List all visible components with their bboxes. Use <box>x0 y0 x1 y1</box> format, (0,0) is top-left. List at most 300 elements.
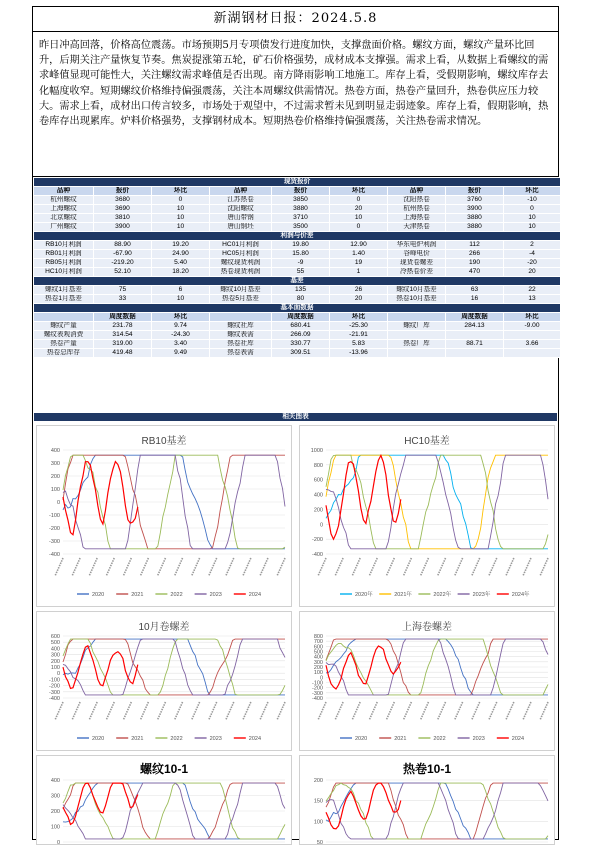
table-cell: 品种 <box>210 187 272 196</box>
table-cell: 3880 <box>272 205 330 214</box>
y-tick-label: 200 <box>313 778 323 784</box>
table-cell: 314.54 <box>94 331 152 340</box>
chart-svg <box>300 426 554 606</box>
report-page <box>32 6 559 844</box>
table-cell: RB10月利润 <box>34 241 94 250</box>
legend-label: 2023 <box>209 592 222 598</box>
x-tick-label <box>352 702 360 720</box>
y-tick-label: 300 <box>50 793 60 800</box>
section-title: 利润与价差 <box>34 232 561 241</box>
table-cell: -10 <box>504 196 561 205</box>
table-cell: 20 <box>330 295 388 304</box>
x-tick-label <box>106 558 114 576</box>
x-tick-label <box>55 702 63 720</box>
x-tick-label <box>335 702 343 720</box>
table-row <box>34 268 561 277</box>
table-cell: -219.20 <box>94 259 152 268</box>
table-cell: 330.77 <box>272 340 330 349</box>
x-tick-label <box>438 558 446 576</box>
table-cell: 螺纹1月基差 <box>34 286 94 295</box>
table-cell: 75 <box>94 286 152 295</box>
x-tick-label <box>89 702 97 720</box>
y-tick-label: 700 <box>313 639 323 646</box>
table-cell: 品种 <box>388 187 446 196</box>
y-tick-label: 300 <box>313 659 323 666</box>
table-cell: 15.80 <box>272 250 330 259</box>
market-summary: 昨日冲高回落，价格高位震荡。市场预期5月专项债发行进度加快，支撑盘面价格。螺纹方面，螺纹产量环比回升，后期关注产量恢复节奏。焦炭提涨第五轮，矿石价格强势，成材成本支撑强。需求上看，从数据上看螺纹的需求峰值显现可能性大，关注螺纹需求峰值是否出现。南方降雨影响工地施工。库存上看，受假期影响，螺纹库存去化幅度收窄。短期螺纹价格维持偏强震荡，关注本周螺纹供需情况。热卷方面，热卷产量回升，热卷供应压力较大。需求上看，成材出口传言较多，市场处于观望中，不过需求暂未见到明显走弱迹象。库存上看，假期影响，热卷库存出现累库。炉料价格强势，支撑钢材成本。短期热卷价格维持偏强震荡，关注热卷需求情况。 <box>33 32 558 177</box>
report-title: 新湖钢材日报：2024.5.8 <box>33 7 558 32</box>
legend-label: 2020 <box>355 736 368 742</box>
x-tick-label <box>523 558 531 576</box>
y-tick-label: -300 <box>48 539 60 545</box>
table-row <box>34 214 561 223</box>
table-cell: 热卷10月基差 <box>388 295 446 304</box>
table-cell: 唐山带钢 <box>210 214 272 223</box>
table-cell: 热卷产量 <box>34 340 94 349</box>
y-tick-label: -100 <box>311 680 323 687</box>
y-tick-label: 400 <box>313 654 323 661</box>
y-tick-label: -200 <box>311 537 323 544</box>
table-cell: 环比 <box>504 313 561 322</box>
table-cell: 1.40 <box>330 250 388 259</box>
table-cell: 螺纹社库 <box>210 322 272 331</box>
legend-label: 2022年 <box>433 592 452 598</box>
table-cell: 周度数据 <box>272 313 330 322</box>
table-row <box>34 223 561 232</box>
chart-title: RB10基差 <box>141 436 187 447</box>
profit-section-header <box>34 232 561 241</box>
table-cell: 报价 <box>94 187 152 196</box>
table-cell: 广州螺纹 <box>34 223 94 232</box>
y-tick-label: 400 <box>50 778 60 784</box>
table-cell: 3710 <box>272 214 330 223</box>
legend-label: 2023 <box>209 736 222 742</box>
table-cell: 沈阳螺纹 <box>210 205 272 214</box>
table-cell: -4 <box>504 250 561 259</box>
y-tick-label: -200 <box>48 683 60 690</box>
x-tick-label <box>420 702 428 720</box>
table-cell <box>388 349 446 358</box>
x-tick-label <box>420 558 428 576</box>
table-cell: 环比 <box>330 187 388 196</box>
y-tick-label: 0 <box>56 500 60 506</box>
table-cell: 环比 <box>504 187 561 196</box>
table-cell: 3900 <box>446 205 504 214</box>
table-cell: 52.10 <box>94 268 152 277</box>
table-cell: 上海螺纹 <box>34 205 94 214</box>
table-cell: 135 <box>272 286 330 295</box>
x-tick-label <box>403 702 411 720</box>
table-cell: 螺纹表观消费 <box>34 331 94 340</box>
table-cell: 33 <box>94 295 152 304</box>
x-tick-label <box>386 702 394 720</box>
y-tick-label: 100 <box>50 487 60 493</box>
charts-section-header <box>34 413 558 422</box>
table-cell: 螺纹10月基差 <box>388 286 446 295</box>
y-tick-label: -400 <box>48 696 60 702</box>
x-tick-label <box>157 558 165 576</box>
table-cell: 周度数据 <box>94 313 152 322</box>
x-tick-label <box>489 558 497 576</box>
series-line <box>63 783 138 824</box>
table-cell: 热卷社库 <box>210 340 272 349</box>
table-cell: 报价 <box>272 187 330 196</box>
chart-title: HC10基差 <box>404 436 450 447</box>
table-cell: 品种 <box>34 187 94 196</box>
charts-section <box>33 412 558 422</box>
table-cell: 10 <box>504 223 561 232</box>
y-tick-label: 200 <box>50 809 60 815</box>
x-tick-label <box>386 558 394 576</box>
table-cell: -13.96 <box>330 349 388 358</box>
y-tick-label: 0 <box>319 522 323 529</box>
section-title: 现货报价 <box>34 178 561 187</box>
table-cell <box>504 349 561 358</box>
table-cell: 5.83 <box>330 340 388 349</box>
table-cell: 3500 <box>272 223 330 232</box>
x-tick-label <box>260 702 268 720</box>
table-cell: 19 <box>330 259 388 268</box>
table-cell: 80 <box>272 295 330 304</box>
table-row <box>34 349 561 358</box>
y-tick-label: -400 <box>48 552 60 558</box>
x-tick-label <box>123 702 131 720</box>
table-cell: 13 <box>504 295 561 304</box>
y-tick-label: 100 <box>50 665 60 671</box>
y-tick-label: 100 <box>50 824 60 831</box>
table-cell: 26 <box>330 286 388 295</box>
table-cell: 419.48 <box>94 349 152 358</box>
y-tick-label: 600 <box>50 634 60 640</box>
series-line <box>63 462 138 535</box>
y-tick-label: -200 <box>311 685 323 692</box>
table-cell: 0 <box>330 223 388 232</box>
fundamental-section-header <box>34 304 561 313</box>
table-cell: 3690 <box>94 205 152 214</box>
legend-label: 2021 <box>131 592 144 598</box>
chart-title: 上海卷螺差 <box>402 622 452 633</box>
chart-panel <box>36 755 292 845</box>
table-cell: 现货卷螺差 <box>388 259 446 268</box>
table-cell: 266 <box>446 250 504 259</box>
legend-label: 2022 <box>433 736 446 742</box>
y-tick-label: 150 <box>313 798 323 805</box>
x-tick-label <box>455 558 463 576</box>
x-tick-label <box>243 702 251 720</box>
table-row <box>34 340 561 349</box>
section-title: 相关图表 <box>34 413 558 422</box>
table-cell: 10 <box>152 295 210 304</box>
chart-svg <box>300 756 554 844</box>
y-tick-label: 100 <box>313 819 323 826</box>
x-tick-label <box>157 702 165 720</box>
table-cell: 3810 <box>94 214 152 223</box>
table-cell: 0 <box>152 196 210 205</box>
table-cell <box>388 313 446 322</box>
y-tick-label: 400 <box>50 448 60 454</box>
table-cell: -25.30 <box>330 322 388 331</box>
charts-section-table <box>33 412 558 422</box>
x-tick-label <box>540 702 548 720</box>
table-cell: 63 <box>446 286 504 295</box>
legend-label: 2023年 <box>472 592 491 598</box>
table-cell: 190 <box>446 259 504 268</box>
chart-panel <box>299 611 555 751</box>
table-cell: 6 <box>152 286 210 295</box>
y-tick-label: 600 <box>313 477 323 484</box>
x-tick-label <box>140 558 148 576</box>
table-cell: 19.80 <box>272 241 330 250</box>
chart-title: 热卷10-1 <box>402 762 452 776</box>
table-cell: 螺纹产量 <box>34 322 94 331</box>
table-cell: 沈阳热卷 <box>388 196 446 205</box>
table-cell: 309.51 <box>272 349 330 358</box>
x-tick-label <box>192 702 200 720</box>
table-cell: 3760 <box>446 196 504 205</box>
x-tick-label <box>369 702 377 720</box>
x-tick-label <box>175 558 183 576</box>
x-tick-label <box>72 558 80 576</box>
table-cell: 环比 <box>152 313 210 322</box>
table-cell <box>34 313 94 322</box>
spot-section-header <box>34 178 561 187</box>
x-tick-label <box>89 558 97 576</box>
table-cell: 10 <box>152 214 210 223</box>
table-cell: 10 <box>152 223 210 232</box>
table-row <box>34 250 561 259</box>
table-cell: 3900 <box>94 223 152 232</box>
table-cell: 20 <box>330 205 388 214</box>
table-cell: 9.49 <box>152 349 210 358</box>
x-tick-label <box>140 702 148 720</box>
table-cell: 螺纹表需 <box>210 331 272 340</box>
chart-panel <box>36 611 292 751</box>
table-cell: HC01月利润 <box>210 241 272 250</box>
table-cell: 266.09 <box>272 331 330 340</box>
table-cell: 22 <box>504 286 561 295</box>
x-tick-label <box>72 702 80 720</box>
data-table <box>33 177 561 358</box>
x-tick-label <box>209 702 217 720</box>
table-cell: 3.66 <box>504 340 561 349</box>
x-tick-label <box>455 702 463 720</box>
table-cell: 5.40 <box>152 259 210 268</box>
y-tick-label: 300 <box>50 461 60 467</box>
table-cell: 谷峰电价 <box>388 250 446 259</box>
table-cell: 热卷现货利润 <box>210 268 272 277</box>
table-cell: 环比 <box>152 187 210 196</box>
table-cell: 3880 <box>446 223 504 232</box>
table-row <box>34 205 561 214</box>
legend-label: 2022 <box>170 736 183 742</box>
x-tick-label <box>438 702 446 720</box>
legend-label: 2023 <box>472 736 485 742</box>
x-tick-label <box>277 702 285 720</box>
table-cell: 杭州螺纹 <box>34 196 94 205</box>
y-tick-label: 1000 <box>310 448 323 454</box>
table-cell <box>504 331 561 340</box>
table-cell: 0 <box>330 196 388 205</box>
x-tick-label <box>369 558 377 576</box>
table-cell: 冷热卷价差 <box>388 268 446 277</box>
chart-panel <box>36 425 292 607</box>
table-row <box>34 241 561 250</box>
table-cell: 24.90 <box>152 250 210 259</box>
table-cell: 热卷表需 <box>210 349 272 358</box>
legend-label: 2021 <box>131 736 144 742</box>
table-cell: HC10月利润 <box>34 268 94 277</box>
table-cell <box>210 313 272 322</box>
y-tick-label: 100 <box>313 670 323 677</box>
table-cell: -67.90 <box>94 250 152 259</box>
y-tick-label: 800 <box>313 462 323 469</box>
chart-svg <box>37 426 291 606</box>
table-cell: 231.78 <box>94 322 152 331</box>
y-tick-label: 200 <box>50 474 60 480</box>
table-cell: 江苏热卷 <box>210 196 272 205</box>
table-cell: 470 <box>446 268 504 277</box>
fundamental-column-headers <box>34 313 561 322</box>
x-tick-label <box>506 702 514 720</box>
x-tick-label <box>209 558 217 576</box>
table-row <box>34 295 561 304</box>
table-cell: 0 <box>504 205 561 214</box>
table-cell: 华东电炉利润 <box>388 241 446 250</box>
table-cell: 680.41 <box>272 322 330 331</box>
series-line <box>326 455 548 549</box>
table-cell: 284.13 <box>446 322 504 331</box>
table-cell: 10 <box>152 205 210 214</box>
y-tick-label: -100 <box>48 513 60 519</box>
x-tick-label <box>472 558 480 576</box>
y-tick-label: 500 <box>313 649 323 656</box>
y-tick-label: -200 <box>48 526 60 532</box>
table-row <box>34 259 561 268</box>
table-cell: -24.30 <box>152 331 210 340</box>
table-cell: 环比 <box>330 313 388 322</box>
table-cell: 88.71 <box>446 340 504 349</box>
table-cell: 319.00 <box>94 340 152 349</box>
table-cell: 天津热卷 <box>388 223 446 232</box>
x-tick-label <box>123 558 131 576</box>
x-tick-label <box>175 702 183 720</box>
table-cell: 螺纹厂库 <box>388 322 446 331</box>
table-row <box>34 286 561 295</box>
x-tick-label <box>243 558 251 576</box>
table-cell: -21.91 <box>330 331 388 340</box>
y-tick-label: -100 <box>48 677 60 684</box>
legend-label: 2021年 <box>394 592 412 598</box>
table-cell: -9 <box>272 259 330 268</box>
x-tick-label <box>226 558 234 576</box>
table-cell: HC05月利润 <box>210 250 272 259</box>
table-cell: RB01月利润 <box>34 250 94 259</box>
y-tick-label: -300 <box>48 689 60 696</box>
table-cell: 热卷5月基差 <box>210 295 272 304</box>
table-cell: 上海热卷 <box>388 214 446 223</box>
table-cell: 19.20 <box>152 241 210 250</box>
y-tick-label: 800 <box>313 634 323 640</box>
data-table-body <box>34 178 561 358</box>
y-tick-label: 200 <box>313 665 323 671</box>
x-tick-label <box>523 702 531 720</box>
series-line <box>326 783 401 829</box>
table-cell: 热卷总库存 <box>34 349 94 358</box>
x-tick-label <box>260 558 268 576</box>
y-tick-label: 400 <box>50 646 60 653</box>
table-cell: 88.90 <box>94 241 152 250</box>
table-cell: 55 <box>272 268 330 277</box>
table-cell: 3850 <box>272 196 330 205</box>
y-tick-label: 50 <box>316 840 323 844</box>
section-title: 基差 <box>34 277 561 286</box>
table-cell: 10 <box>504 214 561 223</box>
table-cell: 3880 <box>446 214 504 223</box>
y-tick-label: 0 <box>56 671 60 678</box>
legend-label: 2024 <box>248 592 262 598</box>
table-cell <box>446 349 504 358</box>
x-tick-label <box>192 558 200 576</box>
y-tick-label: 0 <box>56 840 60 844</box>
table-cell: 周度数据 <box>446 313 504 322</box>
chart-svg <box>37 756 291 844</box>
table-row <box>34 322 561 331</box>
table-cell: 20 <box>504 268 561 277</box>
legend-label: 2020 <box>92 736 105 742</box>
chart-panel <box>299 755 555 845</box>
basis-section-header <box>34 277 561 286</box>
legend-label: 2022 <box>170 592 183 598</box>
table-cell: 热卷厂库 <box>388 340 446 349</box>
table-cell: 12.90 <box>330 241 388 250</box>
legend-label: 2021 <box>394 736 407 742</box>
table-cell: 热卷1月基差 <box>34 295 94 304</box>
table-cell <box>446 331 504 340</box>
legend-label: 2020年 <box>355 592 373 598</box>
table-row <box>34 331 561 340</box>
table-cell: 螺纹10月基差 <box>210 286 272 295</box>
table-cell: 18.20 <box>152 268 210 277</box>
table-cell: 3680 <box>94 196 152 205</box>
y-tick-label: -300 <box>311 690 323 697</box>
x-tick-label <box>335 558 343 576</box>
table-cell: RB05月利润 <box>34 259 94 268</box>
y-tick-label: 200 <box>50 658 60 665</box>
y-tick-label: 300 <box>50 652 60 659</box>
table-cell <box>388 331 446 340</box>
table-cell: 16 <box>446 295 504 304</box>
y-tick-label: 0 <box>319 675 323 682</box>
y-tick-label: 600 <box>313 644 323 651</box>
table-row <box>34 196 561 205</box>
table-cell: 报价 <box>446 187 504 196</box>
y-tick-label: 400 <box>313 492 323 499</box>
x-tick-label <box>472 702 480 720</box>
y-tick-label: 500 <box>50 640 60 647</box>
x-tick-label <box>352 558 360 576</box>
table-cell: 杭州热卷 <box>388 205 446 214</box>
y-tick-label: -400 <box>311 696 323 702</box>
y-tick-label: 200 <box>313 507 323 514</box>
legend-label: 2024 <box>511 736 525 742</box>
spot-column-headers <box>34 187 561 196</box>
x-tick-label <box>106 702 114 720</box>
x-tick-label <box>226 702 234 720</box>
x-tick-label <box>489 702 497 720</box>
chart-svg <box>37 612 291 750</box>
legend-label: 2020 <box>92 592 105 598</box>
chart-title: 10月卷螺差 <box>138 622 190 633</box>
